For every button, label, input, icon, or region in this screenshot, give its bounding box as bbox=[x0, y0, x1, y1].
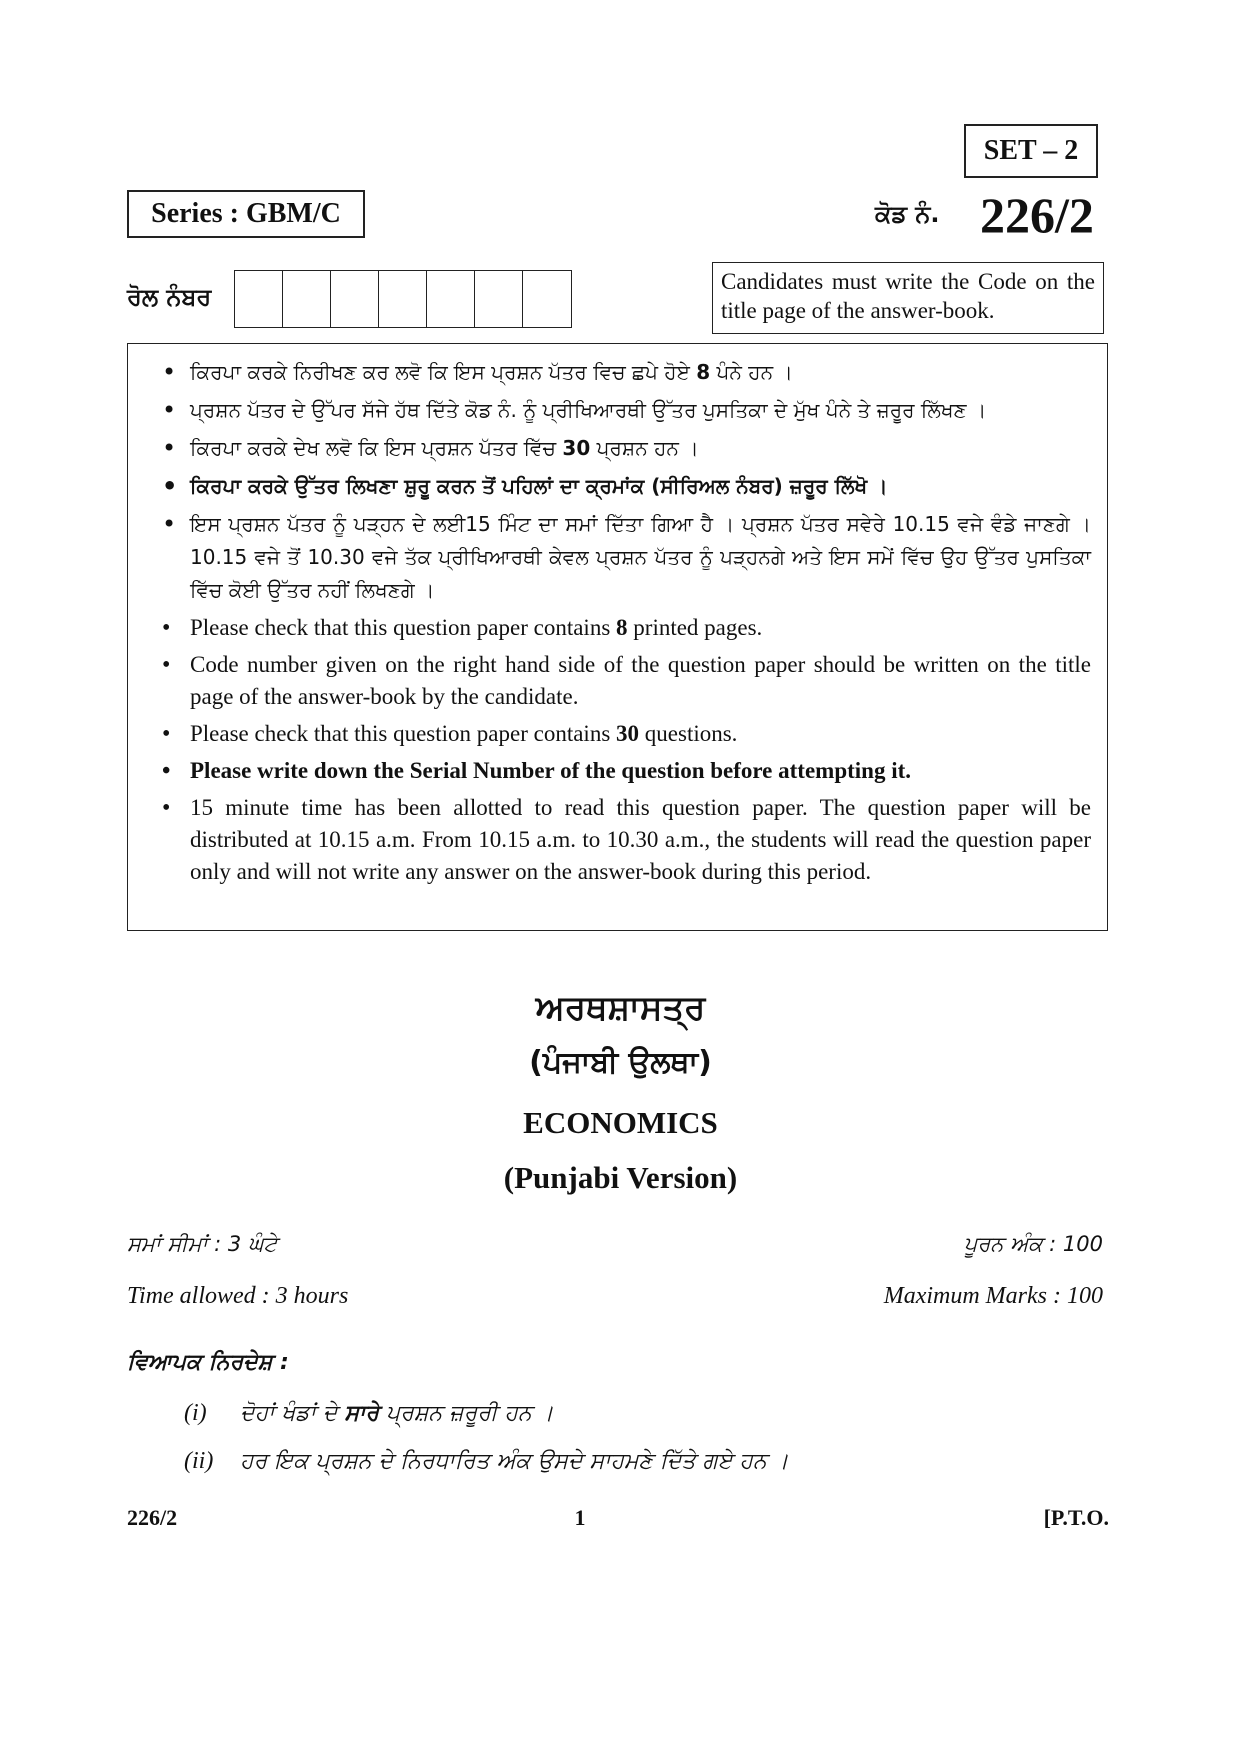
roll-number-cell[interactable] bbox=[475, 271, 523, 327]
max-marks-punjabi: ਪੂਰਨ ਅੰਕ : 100 bbox=[963, 1232, 1103, 1256]
version-title-punjabi: (ਪੰਜਾਬੀ ਉਲਥਾ) bbox=[529, 1045, 712, 1080]
instructions-list bbox=[128, 344, 1107, 888]
set-label: SET – 2 bbox=[964, 124, 1098, 178]
general-instructions-heading: ਵਿਆਪਕ ਨਿਰਦੇਸ਼ : bbox=[127, 1350, 289, 1375]
general-instruction-item: (ii) ਹਰ ਇਕ ਪ੍ਰਸ਼ਨ ਦੇ ਨਿਰਧਾਰਿਤ ਅੰਕ ਉਸਦੇ ਸਾਹਮਣੇ ਦਿੱਤੇ ਗਏ ਹਨ । bbox=[184, 1448, 789, 1474]
instruction-item: • Please check that this question paper contains 8 printed pages. bbox=[158, 612, 1091, 644]
roll-number-grid[interactable] bbox=[234, 270, 572, 328]
time-allowed-punjabi: ਸਮਾਂ ਸੀਮਾਂ : 3 ਘੰਟੇ bbox=[127, 1232, 278, 1256]
instruction-item: • Please write down the Serial Number of the question before attempting it. bbox=[158, 755, 1091, 787]
subject-title-punjabi: ਅਰਥਸ਼ਾਸਤ੍ਰ bbox=[535, 988, 706, 1028]
general-instruction-item: (i) ਦੋਹਾਂ ਖੰਡਾਂ ਦੇ ਸਾਰੇ ਪ੍ਰਸ਼ਨ ਜ਼ਰੂਰੀ ਹਨ । bbox=[184, 1400, 554, 1426]
max-marks: Maximum Marks : 100 bbox=[883, 1283, 1103, 1309]
roll-number-cell[interactable] bbox=[427, 271, 475, 327]
instruction-item: • Please check that this question paper contains 30 questions. bbox=[158, 718, 1091, 750]
time-allowed: Time allowed : 3 hours bbox=[127, 1283, 349, 1309]
roll-number-cell[interactable] bbox=[283, 271, 331, 327]
instruction-item: • ਇਸ ਪ੍ਰਸ਼ਨ ਪੱਤਰ ਨੂੰ ਪੜ੍ਹਨ ਦੇ ਲਈ15 ਮਿੰਟ ਦਾ ਸਮਾਂ ਦਿੱਤਾ ਗਿਆ ਹੈ । ਪ੍ਰਸ਼ਨ ਪੱਤਰ ਸਵੇਰੇ 10.15 ਵਜੇ ਵੰਡੇ ਜਾਣਗੇ । 10.15 ਵਜੇ ਤੋਂ 10.30 ਵਜੇ ਤੱਕ ਪ੍ਰੀਖਿਆਰਥੀ ਕੇਵਲ ਪ੍ਰਸ਼ਨ ਪੱਤਰ ਨੂੰ ਪੜ੍ਹਨਗੇ ਅਤੇ ਇਸ ਸਮੇਂ ਵਿੱਚ ਉਹ ਉੱਤਰ ਪੁਸਤਿਕਾ ਵਿੱਚ ਕੋਈ ਉੱਤਰ ਨਹੀਂ ਲਿਖਣਗੇ । bbox=[158, 508, 1091, 607]
version-title: (Punjabi Version) bbox=[503, 1160, 738, 1195]
page-number: 1 bbox=[574, 1505, 586, 1530]
roll-number-label: ਰੋਲ ਨੰਬਰ bbox=[127, 283, 212, 311]
roll-number-cell[interactable] bbox=[379, 271, 427, 327]
series-label: Series : GBM/C bbox=[127, 190, 365, 238]
roll-number-cell[interactable] bbox=[331, 271, 379, 327]
instruction-item: • Code number given on the right hand side of the question paper should be written on the title page of the answer-book by the candidate. bbox=[158, 649, 1091, 713]
instructions-box bbox=[127, 343, 1108, 931]
code-value: 226/2 bbox=[980, 187, 1094, 243]
roll-number-cell[interactable] bbox=[235, 271, 283, 327]
code-label: ਕੋਡ ਨੰ. bbox=[875, 200, 940, 228]
instruction-item: • ਕਿਰਪਾ ਕਰਕੇ ਦੇਖ ਲਵੋ ਕਿ ਇਸ ਪ੍ਰਸ਼ਨ ਪੱਤਰ ਵਿੱਚ 30 ਪ੍ਰਸ਼ਨ ਹਨ । bbox=[158, 432, 1091, 465]
instruction-item: • ਪ੍ਰਸ਼ਨ ਪੱਤਰ ਦੇ ਉੱਪਰ ਸੱਜੇ ਹੱਥ ਦਿੱਤੇ ਕੋਡ ਨੰ. ਨੂੰ ਪ੍ਰੀਖਿਆਰਥੀ ਉੱਤਰ ਪੁਸਤਿਕਾ ਦੇ ਮੁੱਖ ਪੰਨੇ ਤੇ ਜ਼ਰੂਰ ਲਿੱਖਣ । bbox=[158, 394, 1091, 427]
subject-title: ECONOMICS bbox=[523, 1105, 718, 1140]
instruction-item: • ਕਿਰਪਾ ਕਰਕੇ ਉੱਤਰ ਲਿਖਣਾ ਸ਼ੁਰੂ ਕਰਨ ਤੋਂ ਪਹਿਲਾਂ ਦਾ ਕ੍ਰਮਾਂਕ (ਸੀਰਿਅਲ ਨੰਬਰ) ਜ਼ਰੂਰ ਲਿੱਖੋ । bbox=[158, 470, 1091, 503]
pto-label: [P.T.O. bbox=[1043, 1505, 1109, 1530]
roll-number-cell[interactable] bbox=[523, 271, 571, 327]
footer-code: 226/2 bbox=[127, 1505, 178, 1530]
instruction-item: • 15 minute time has been allotted to read this question paper. The question paper will be distributed at 10.15 a.m. From 10.15 a.m. to 10.30 a.m., the students will read the question paper only and will not write any answer on the answer-book during this period. bbox=[158, 792, 1091, 888]
instruction-item: • ਕਿਰਪਾ ਕਰਕੇ ਨਿਰੀਖਣ ਕਰ ਲਵੋ ਕਿ ਇਸ ਪ੍ਰਸ਼ਨ ਪੱਤਰ ਵਿਚ ਛਪੇ ਹੋਏ 8 ਪੰਨੇ ਹਨ । bbox=[158, 356, 1091, 389]
candidate-note: Candidates must write the Code on the title page of the answer-book. bbox=[712, 262, 1104, 334]
